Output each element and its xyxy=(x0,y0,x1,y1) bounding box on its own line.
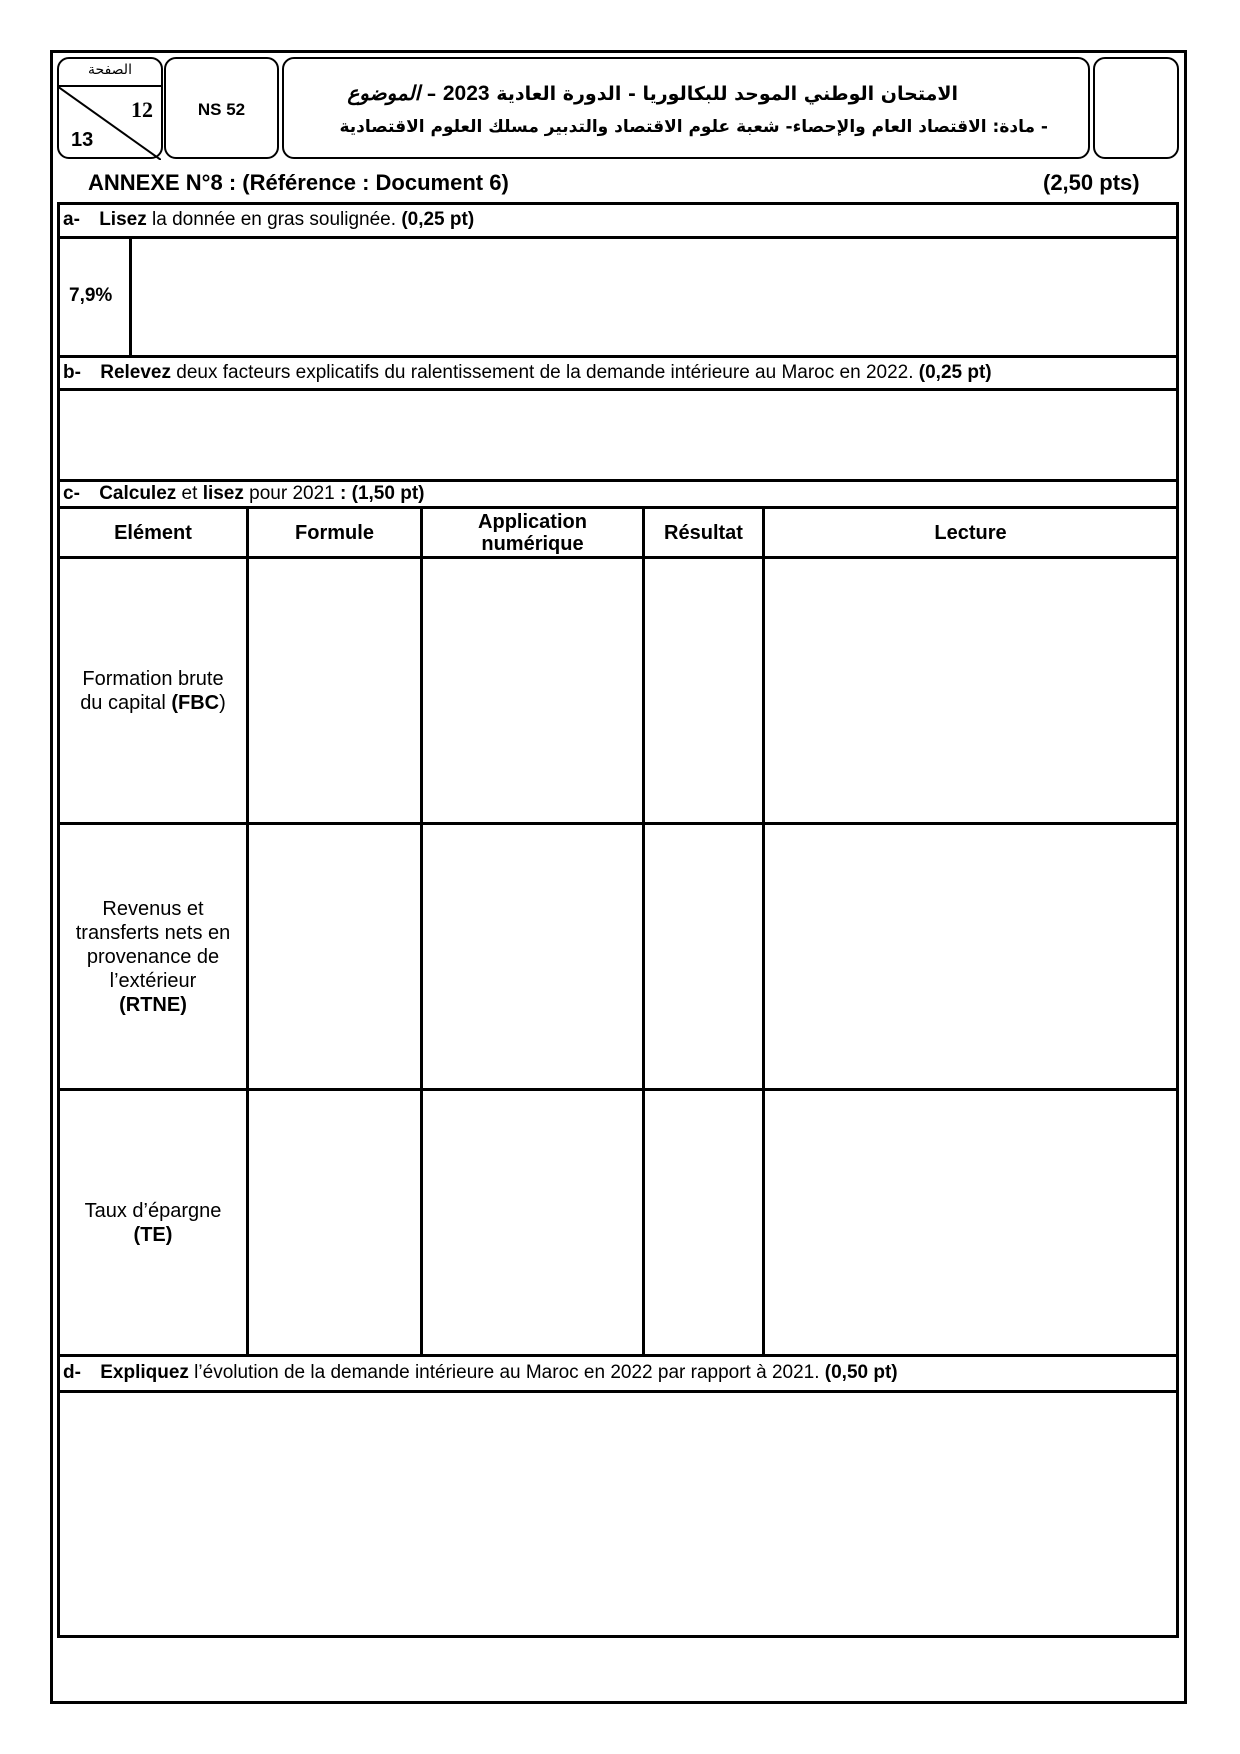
answer-a-field[interactable] xyxy=(132,239,1176,355)
annex-points: (2,50 pts) xyxy=(1043,170,1140,195)
question-points: : (1,50 pt) xyxy=(340,483,425,504)
question-conjunction: et xyxy=(176,483,203,504)
question-verb: Calculez xyxy=(99,483,177,504)
question-letter: d- xyxy=(63,1362,81,1383)
exam-title-main: الامتحان الوطني الموحد للبكالوريا - الدورة العادية xyxy=(496,83,958,105)
question-points: (0,25 pt) xyxy=(918,362,992,383)
exam-title-line1 xyxy=(347,81,958,106)
cell-fbc-application[interactable] xyxy=(423,559,642,822)
page-number: 12 xyxy=(131,97,153,122)
row-label-te xyxy=(60,1091,246,1354)
question-points: (0,50 pt) xyxy=(824,1362,898,1383)
question-a xyxy=(63,209,474,231)
col-header-application-line1: Application xyxy=(478,511,587,533)
row-label-line: transferts nets en xyxy=(75,921,231,944)
question-text: la donnée en gras soulignée. xyxy=(146,209,402,230)
cell-rtne-resultat[interactable] xyxy=(645,825,762,1088)
cell-fbc-formule[interactable] xyxy=(249,559,420,822)
cell-te-application[interactable] xyxy=(423,1091,642,1354)
col-header-application-line2: numérique xyxy=(481,533,584,555)
page-label: الصفحة xyxy=(88,62,132,78)
col-header-element: Elément xyxy=(114,521,192,544)
rule xyxy=(57,355,1179,358)
cell-rtne-application[interactable] xyxy=(423,825,642,1088)
row-label-line: Formation brute xyxy=(82,667,224,690)
question-letter: a- xyxy=(63,209,80,230)
cell-rtne-formule[interactable] xyxy=(249,825,420,1088)
question-c xyxy=(63,483,424,505)
cell-fbc-lecture[interactable] xyxy=(765,559,1176,822)
header-right-box xyxy=(1093,57,1179,159)
exam-title-box xyxy=(282,57,1090,159)
annex-title: ANNEXE N°8 : (Référence : Document 6) xyxy=(88,170,509,195)
question-text: l’évolution de la demande intérieure au Maroc en 2022 par rapport à 2021. xyxy=(188,1362,825,1383)
total-pages: 13 xyxy=(71,129,94,151)
col-header-lecture: Lecture xyxy=(934,521,1007,544)
cell-fbc-resultat[interactable] xyxy=(645,559,762,822)
question-text: pour 2021 xyxy=(243,483,341,504)
row-abbr: (RTNE) xyxy=(119,993,187,1016)
row-label-line: du capital (FBC) xyxy=(80,691,226,714)
rule xyxy=(57,479,1179,482)
row-label-rtne xyxy=(60,825,246,1088)
col-header-resultat: Résultat xyxy=(664,521,743,544)
cell-rtne-lecture[interactable] xyxy=(765,825,1176,1088)
exam-code: NS 52 xyxy=(197,100,246,119)
question-d xyxy=(63,1362,898,1384)
question-letter: c- xyxy=(63,483,80,504)
row-label-line: provenance de xyxy=(86,945,220,968)
data-value: 7,9% xyxy=(69,285,113,306)
cell-te-resultat[interactable] xyxy=(645,1091,762,1354)
row-label-fbc xyxy=(60,559,246,822)
answer-d-field[interactable] xyxy=(60,1393,1176,1635)
question-verb: Expliquez xyxy=(100,1362,189,1383)
cell-te-formule[interactable] xyxy=(249,1091,420,1354)
rule xyxy=(57,1354,1179,1357)
question-text: deux facteurs explicatifs du ralentissement de la demande intérieure au Maroc en 2022. xyxy=(171,362,919,383)
question-verb: lisez xyxy=(202,483,244,504)
page-number-box xyxy=(57,57,163,159)
question-b xyxy=(63,362,992,384)
row-abbr: (TE) xyxy=(133,1223,173,1246)
exam-title-dash: – xyxy=(426,83,437,105)
row-label-line: l’extérieur xyxy=(109,969,197,992)
question-points: (0,25 pt) xyxy=(401,209,475,230)
row-label-line: Taux d’épargne xyxy=(84,1199,222,1222)
col-header-formule: Formule xyxy=(295,521,374,544)
question-letter: b- xyxy=(63,362,81,383)
exam-subject-word: الموضوع xyxy=(347,81,421,105)
exam-code-box xyxy=(164,57,279,159)
question-verb: Relevez xyxy=(100,362,171,383)
answer-b-field[interactable] xyxy=(60,391,1176,479)
exam-title-line2: - مادة: الاقتصاد العام والإحصاء- شعبة علوم الاقتصاد والتدبير مسلك العلوم الاقتصادية xyxy=(339,117,1048,137)
col-header-application xyxy=(423,511,642,555)
cell-te-lecture[interactable] xyxy=(765,1091,1176,1354)
question-verb: Lisez xyxy=(99,209,147,230)
row-label-line: Revenus et xyxy=(102,897,204,920)
exam-year: 2023 xyxy=(442,82,490,105)
row-abbr: (FBC xyxy=(171,691,220,714)
